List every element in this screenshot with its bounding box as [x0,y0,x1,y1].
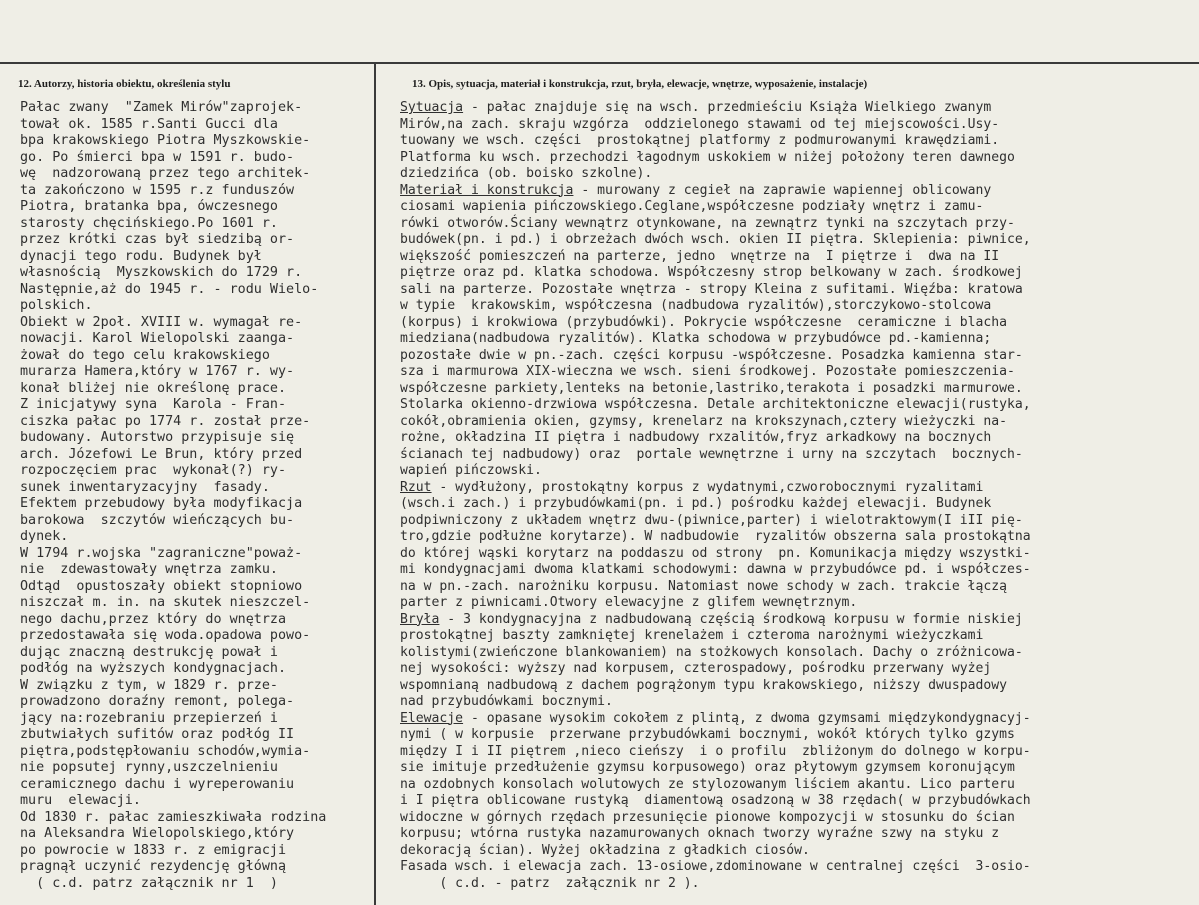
text-line: parter z piwnicami.Otwory elewacyjne z glifem wewnętrznym. [400,595,858,610]
text-line: wapień pińczowski. [400,463,542,478]
text-line: Mirów,na zach. skraju wzgórza oddzielonego stawami od tej miejscowości.Usy- [400,116,1000,132]
text-line: wspomnianą nadbudową z dachem pogrążonym typu krakowskiego, niższy dwuspadowy [400,677,1007,693]
text-line: na w pn.-zach. narożniku korpusu. Natomiast nowe schody w zach. trakcie łączą [400,578,1007,594]
text-line: muru elewacji. [20,793,141,808]
text-line: nie popsutej rynny,uszczelnieniu [20,760,278,775]
text-line: miedziana(nadbudowa ryzalitów). Klatka schodowa w przybudówce pd.-kamienna; [400,331,992,346]
text-line: ciosami wapienia pińczowskiego.Ceglane,współczesne podziały wnętrz i zamu- [400,199,984,214]
text-line: korpusu; wtórna rustyka nazamurowanych oknach tworzy wyraźne szwy na styku z [400,826,1000,841]
text-line: budowany. Autorstwo przypisuje się [20,430,295,445]
text-line: większość pomieszczeń na parterze, jedno wnętrze na I piętrze i dwa na II [400,248,1000,264]
text-line: w typie krakowskim, współczesna (nadbudowa ryzalitów),storczykowo-stolcowa [400,298,992,313]
text-line: W 1794 r.wojska "zagraniczne"poważ- [20,545,303,561]
text-line: Stolarka okienno-drzwiowa współczesna. Detale architektoniczne elewacji(rustyka, [400,397,1031,412]
column-divider [374,62,376,905]
text-line: kolistymi(zwieńczone blankowaniem) na stożkowych konsolach. Dachy o zróżnicowa- [400,644,1023,660]
text-line: Elewacje - opasane wysokim cokołem z plintą, z dwoma gzymsami międzykondygnacyj- [400,710,1031,726]
text-line: rozpoczęciem prac wykonał(?) ry- [20,463,287,478]
text-line: bpa krakowskiego Piotra Myszkowskie- [20,133,311,148]
text-line: Następnie,aż do 1945 r. - rodu Wielo- [20,281,319,297]
text-line: podpiwniczony z układem wnętrz dwu-(piwnice,parter) i wielotraktowym(I iII pię- [400,512,1023,528]
text-line: sie imituje przedłużenie gzymsu korpusowego) oraz płytowym gzymsem koronującym [400,760,1015,775]
text-line: Rzut - wydłużony, prostokątny korpus z wydatnymi,czworobocznymi ryzalitami [400,479,984,495]
text-line: piętrze oraz pd. klatka schodowa. Współczesny strop belkowany w zach. środkowej [400,265,1023,280]
text-line: Pałac zwany "Zamek Mirów"zaprojek- [20,100,303,115]
text-line: po powrocie w 1833 r. z emigracji [20,842,287,858]
text-line: Fasada wsch. i elewacja zach. 13-osiowe,zdominowane w centralnej części 3-osio- [400,859,1031,874]
text-line: cokół,obramienia okien, gzymsy, krenelarz na krokszynach,cztery wieżyczki na- [400,413,1007,429]
section-13-header: 13. Opis, sytuacja, materiał i konstrukcja, rzut, bryła, elewacje, wnętrze, wyposażenie, instalacje) [412,78,868,90]
text-line: między I i II piętrem ,nieco cieńszy i o profilu zbliżonym do dolnego w korpu- [400,743,1031,759]
text-line: nego dachu,przez który do wnętrza [20,611,287,627]
text-line: budówek(pn. i pd.) i obrzeżach dwóch wsch. okien II piętra. Sklepienia: piwnice, [400,232,1031,247]
text-line: sza i marmurowa XIX-wieczna we wsch. sieni środkowej. Pozostałe pomieszczenia- [400,364,1015,379]
text-line: nie zdewastowały wnętrza zamku. [20,562,278,577]
section-12-header: 12. Autorzy, historia obiektu, określenia stylu [18,78,231,90]
text-line: nymi ( w korpusie przerwane przybudówkami bocznymi, wokół których tylko gzyms [400,727,1015,742]
text-line: konał bliżej nie określonę prace. [20,380,287,396]
text-line: wę nadzorowaną przez tego architek- [20,166,311,181]
text-line: Od 1830 r. pałac zamieszkiwała rodzina [20,809,327,825]
text-line: Bryła - 3 kondygnacyjna z nadbudowaną częścią środkową korpusu w formie niskiej [400,611,1023,627]
history-column [20,100,370,892]
text-line: ciszka pałac po 1774 r. został prze- [20,413,311,429]
text-line: tował ok. 1585 r.Santi Gucci dla [20,116,278,132]
text-line: zbutwiałych sufitów oraz podłóg II [20,727,295,742]
text-line: sali na parterze. Pozostałe wnętrza - stropy Kleina z sufitami. Więźba: kratowa [400,281,1023,297]
text-line: mi kondygnacjami dwoma klatkami schodowymi: dawna w przybudówce pd. i współczes- [400,562,1031,577]
text-line: Platforma ku wsch. przechodzi łagodnym uskokiem w niżej położony teren dawnego [400,149,1015,165]
text-line: Piotra, bratanka bpa, ówczesnego [20,199,278,214]
text-line: żował do tego celu krakowskiego [20,347,270,363]
text-line: dziedzińca (ob. boisko szkolne). [400,166,653,181]
text-line: nowacji. Karol Wielopolski zaanga- [20,331,295,346]
text-line: dynacji tego rodu. Budynek był [20,248,262,264]
text-line: Obiekt w 2poł. XVIII w. wymagał re- [20,314,303,330]
text-line: i I piętra oblicowane rustyką diamentową osadzoną w 38 rzędach( w przybudówkach [400,793,1031,808]
text-line: Sytuacja - pałac znajduje się na wsch. przedmieściu Książa Wielkiego zwanym [400,100,992,115]
text-line: barokowa szczytów wieńczących bu- [20,512,295,528]
text-line: murarza Hamera,który w 1767 r. wy- [20,364,295,379]
text-line: W związku z tym, w 1829 r. prze- [20,677,278,693]
text-line: jący na:rozebraniu przepierzeń i [20,710,278,726]
text-line: podłóg na wyższych kondygnacjach. [20,661,287,676]
text-line: (korpus) i krokwiowa (przybudówki). Pokrycie współczesne ceramiczne i blacha [400,314,1007,330]
text-line: dując znaczną destrukcję pował i [20,644,278,660]
text-line: Materiał i konstrukcja - murowany z cegieł na zaprawie wapiennej oblicowany [400,182,992,198]
text-line: dekoracją ścian). Wyżej okładzina z gładkich ciosów. [400,842,810,858]
text-line: ta zakończono w 1595 r.z funduszów [20,182,295,198]
text-line: prowadzono doraźny remont, polega- [20,694,295,709]
text-line: arch. Józefowi Le Brun, który przed [20,446,303,462]
text-line: prostokątnej baszty zamkniętej krenelażem i czteroma narożnymi wieżyczkami [400,628,984,643]
top-rule [0,62,1199,64]
text-line: ścianach tej nadbudowy) oraz portale wewnętrzne i urny na szczytach bocznych- [400,446,1023,462]
text-line: (wsch.i zach.) i przybudówkami(pn. i pd.) pośrodku każdej elewacji. Budynek [400,496,992,511]
text-line: rówki otworów.Ściany wewnątrz otynkowane, na zewnątrz tynki na szczytach przy- [400,215,1015,231]
text-line: polskich. [20,298,93,313]
text-line: tro,gdzie podłużne korytarze). W nadbudowie ryzalitów obszerna sala prostokątna [400,529,1031,544]
text-line: Efektem przebudowy była modyfikacja [20,496,303,511]
text-line: dynek. [20,529,69,544]
text-line: tuowany we wsch. części prostokątnej platformy z podmurowanymi krawędziami. [400,133,1000,148]
text-line: piętra,podstępłowaniu schodów,wymia- [20,743,311,759]
text-line: przez krótki czas był siedzibą or- [20,232,295,247]
text-line: rożne, okładzina II piętra i nadbudowy rxzalitów,fryz arkadkowy na bocznych [400,430,992,445]
text-line: go. Po śmierci bpa w 1591 r. budo- [20,149,295,165]
text-line: sunek inwentaryzacyjny fasady. [20,479,270,495]
text-line: pozostałe dwie w pn.-zach. części korpusu -współczesne. Posadzka kamienna star- [400,347,1023,363]
text-line: starosty chęcińskiego.Po 1601 r. [20,215,278,231]
text-line: nej wysokości: wyższy nad korpusem, czterospadowy, pośrodku przerwany wyżej [400,661,992,676]
text-line: na Aleksandra Wielopolskiego,który [20,826,295,841]
description-column [400,100,1195,892]
text-line: przedostawała się woda.opadowa powo- [20,628,311,643]
text-line: ( c.d. patrz załącznik nr 1 ) [20,875,278,891]
text-line: współczesne parkiety,lenteks na betonie,lastriko,terakota i posadzki marmurowe. [400,380,1023,396]
text-line: niszczał m. in. na skutek nieszczel- [20,595,311,610]
text-line: ( c.d. - patrz załącznik nr 2 ). [400,875,700,891]
text-line: widoczne w górnych rzędach przesunięcie pionowe kompozycji w stosunku do ścian [400,809,1015,825]
text-line: nad przybudówkami bocznymi. [400,694,613,709]
text-line: Odtąd opustoszały obiekt stopniowo [20,578,303,594]
text-line: do której wąski korytarz na poddaszu od strony pn. Komunikacja między wszystki- [400,545,1031,561]
text-line: własnością Myszkowskich do 1729 r. [20,265,303,280]
text-line: Z inicjatywy syna Karola - Fran- [20,397,287,412]
text-line: na ozdobnych konsolach wolutowych ze stylozowanym liściem akantu. Lico parteru [400,776,1015,792]
text-line: ceramicznego dachu i wyreperowaniu [20,776,295,792]
text-line: pragnął uczynić rezydencję główną [20,859,287,874]
